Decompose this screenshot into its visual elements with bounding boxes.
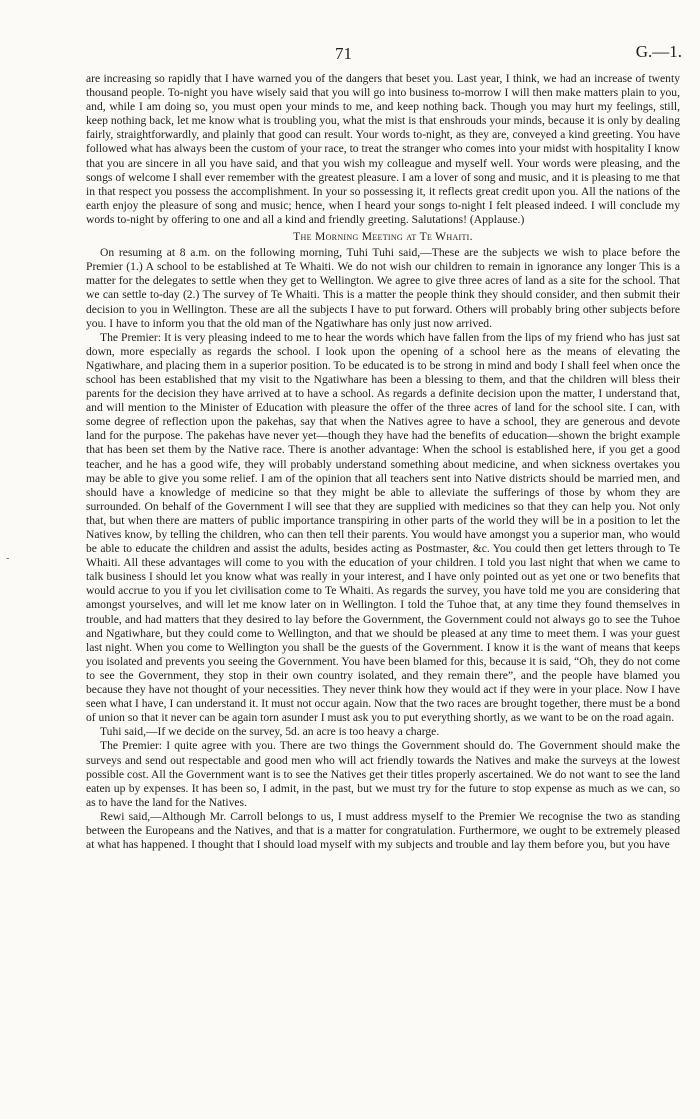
paragraph-continued: are increasing so rapidly that I have warned you of the dangers that beset you. Last year, I think, we had an increase of twenty thousand people. To-night you have wisely said that you will go into business to-morrow I will then make matters plain to you, and, while I am doing so, you must open your minds to me, and keep nothing back. Though you may hurt my feelings, still, keep nothing back, let me know what is troubling you, what the mist is that enshrouds your minds, because it is only by dealing fairly, straightforwardly, and plainly that good can result. Your words to-night, as they are, conveyed a kind greeting. You have followed what has always been the custom of your race, to treat the stranger who comes into your midst with hospitality I know that you are sincere in all you have said, and that you wish my colleague and myself well. Your words were pleasing, and the songs of welcome I shall ever remember with the greatest pleasure. I am a lover of song and music, and it is pleasing to me that in that respect you possess the accomplishment. In your so possessing it, it reflects great credit upon you. All the nations of the earth enjoy the pleasure of song and music; hence, when I heard your songs to-night I felt pleased indeed. I will conclude my words to-night by offering to one and all a kind and friendly greeting. Salutations! (Applause.) — [86, 72, 680, 226]
document-page — [86, 36, 680, 852]
paragraph-tuhi-subjects: On resuming at 8 a.m. on the following morning, Tuhi Tuhi said,—These are the subjects we wish to place before the Premier (1.) A school to be established at Te Whaiti. We do not wish our children to remain in ignorance any longer This is a matter for the delegates to settle when they get to Wellington. We agree to give three acres of land as a site for the school. That we can settle to-day (2.) The survey of Te Whaiti. This is a matter the people think they should consider, and then submit their decision to you in Wellington. These are all the subjects I have to put forward. Others will probably bring other subjects before you. I have to inform you that the old man of the Ngatiwhare has only just now arrived. — [86, 246, 680, 330]
document-code: G.—1. — [635, 42, 682, 61]
document-body — [86, 72, 680, 852]
paragraph-premier-surveys: The Premier: I quite agree with you. There are two things the Government should do. The Government should make the surveys and send out respectable and good men who will act friendly towards the Natives and make the surveys at the lowest possible cost. All the Government want is to see the Natives get their titles properly ascertained. We do not want to see the land eaten up by expenses. It has been so, I admit, in the past, but we must try for the future to stop expense as much as we can, so as to have the land for the Natives. — [86, 739, 680, 809]
section-heading: The Morning Meeting at Te Whaiti. — [293, 230, 473, 244]
page-header — [86, 36, 680, 72]
paragraph-tuhi-survey: Tuhi said,—If we decide on the survey, 5d. an acre is too heavy a charge. — [100, 725, 440, 739]
margin-mark: - — [6, 553, 10, 564]
paragraph-rewi: Rewi said,—Although Mr. Carroll belongs to us, I must address myself to the Premier We recognise the two as standing between the Europeans and the Natives, and that is a matter for congratulation. Furthermore, we ought to be extremely pleased at what has happened. I thought that I should load myself with my subjects and trouble and lay them before you, but you have — [86, 809, 680, 852]
page-number: 71 — [335, 44, 352, 63]
paragraph-premier-school: The Premier: It is very pleasing indeed to me to hear the words which have fallen from the lips of my friend who has just sat down, more especially as regards the school. I look upon the opening of a school here as the means of elevating the Ngatiwhare, and placing them in a superior position. To be educated is to be strong in mind and body I shall feel when once the school has been established that my visit to the Ngatiwhare has been a blessing to them, and that the children will bless their parents for the decision they have arrived at to have a school. As regards a definite decision upon the matter, I understand that, and will mention to the Minister of Education with pleasure the offer of the three acres of land for the school site. I can, with some degree of reflection upon the pakehas, say that when the Natives agree to have a school, they are generous and devote land for the purpose. The pakehas have never yet—though they have had the benefits of education—shown the bright example that has been set them by the Native race. There is another advantage: When the school is established here, if you get a good teacher, and he has a good wife, they will probably understand something about medicine, and when sickness overtakes you may be able to give you some relief. I am of the opinion that all teachers sent into Native districts should be married men, and should have a knowledge of medicine so that they might be able to alleviate the sufferings of those by whom they are surrounded. On behalf of the Government I will see that they are supplied with medicines so that they can help you. Not only that, but when there are matters of public importance transpiring in other parts of the world they will be in a position to let the Natives know, by telling the children, who can then tell their parents. You would have amongst you a superior man, who would be able to educate the children and assist the adults, besides acting as Postmaster, &c. You could then get letters through to Te Whaiti. All these advantages will come to you with the education of your children. I told you last night that when we came to talk business I should let you know what was really in your interest, and I have only pointed out as yet one or two benefits that would accrue to you if you let civilisation come to Te Whaiti. As regards the survey, you have told me you are considering that amongst yourselves, and will let me know later on in Wellington. I told the Tuhoe that, at any time they found themselves in trouble, and had matters that they desired to lay before the Government, the Government could not always go to see the Tuhoe and Ngatiwhare, but they could come to Wellington, and that we should be pleased at any time to meet them. I was your guest last night. When you come to Wellington you shall be the guests of the Government. I know it is the want of means that keeps you isolated and prevents you seeing the Government. You have been blamed for this, because it is said, “Oh, they do not come to see the Government, they stop in their own country isolated, and they remain there”, and the people have blamed you because they have not thought of your necessities. They never think how they would act if they were in your place. Now I have seen what I have, I can understand it. It must not occur again. Now that the two races are brought together, there must be a bond of union so that it never can be again torn asunder I must ask you to put everything shortly, as we want to be on the road again. — [86, 330, 680, 725]
